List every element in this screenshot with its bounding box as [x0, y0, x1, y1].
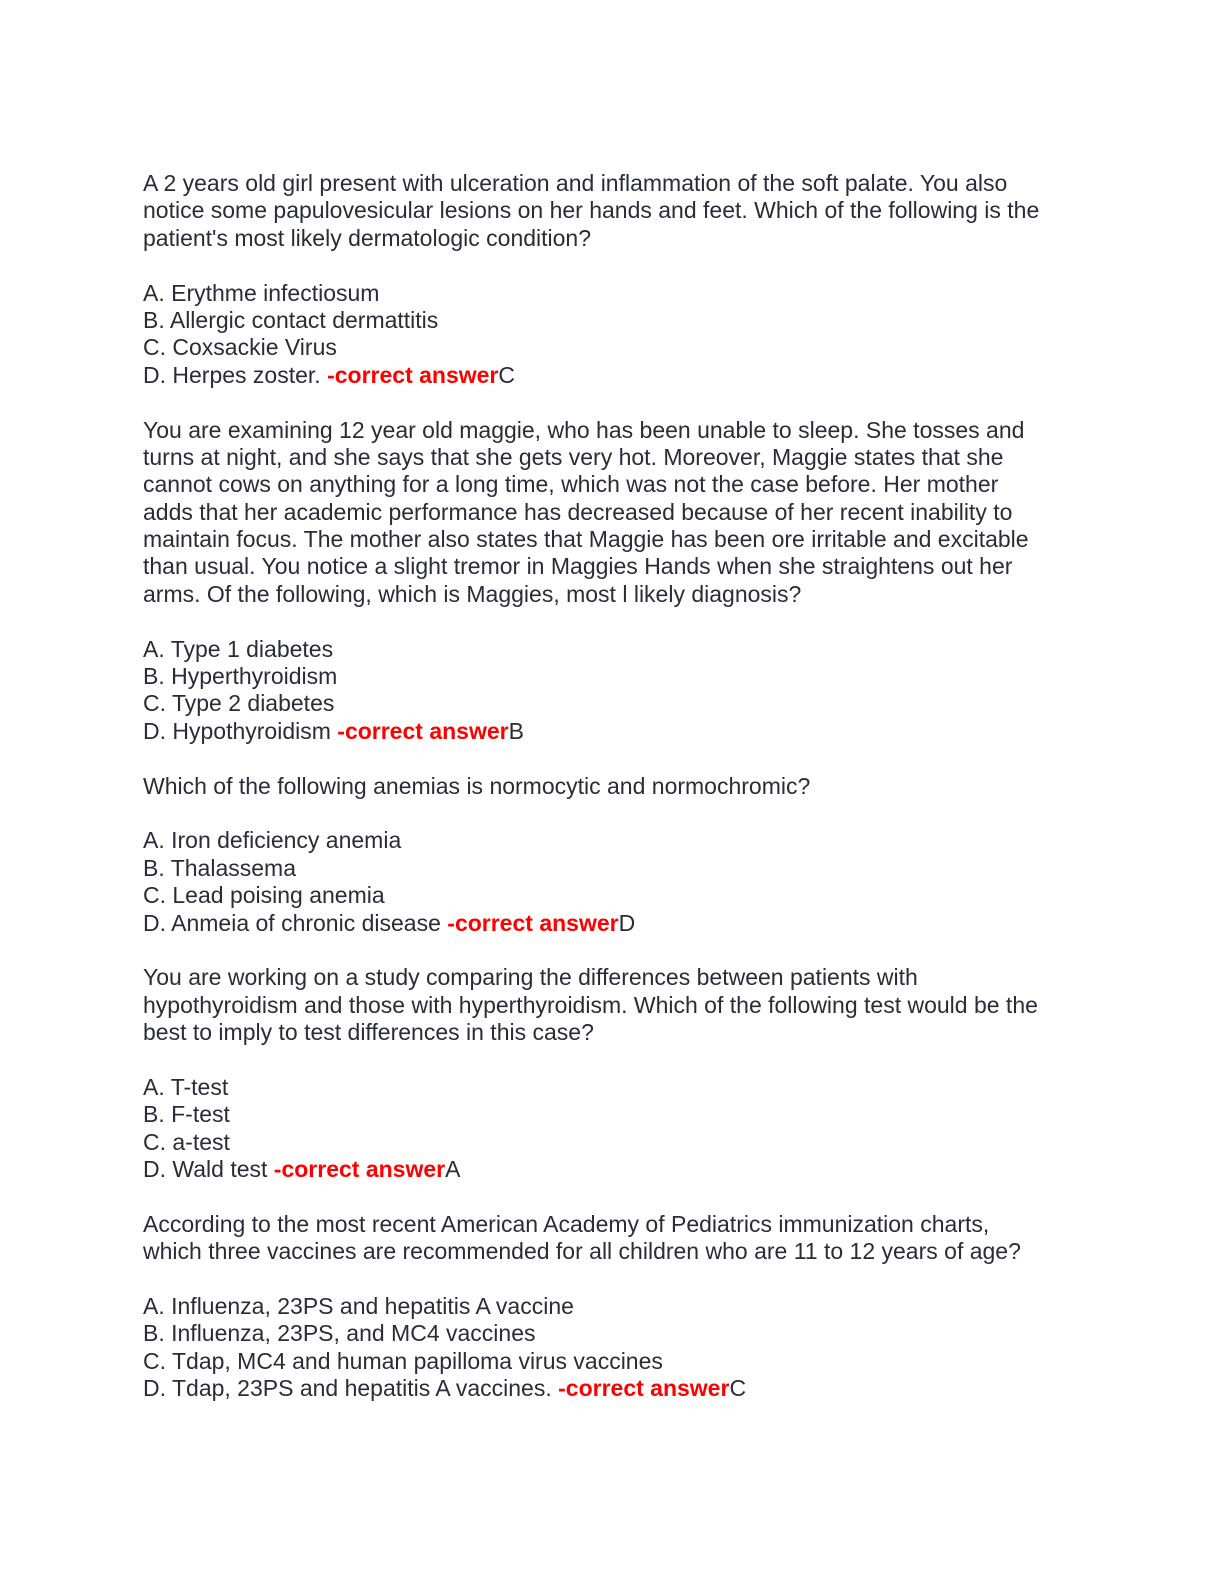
blank-line	[143, 800, 1039, 827]
answer-option	[143, 1375, 1039, 1402]
blank-line	[143, 608, 1039, 635]
question-block	[143, 170, 1039, 417]
question-text-line: cannot cows on anything for a long time, which was not the case before. Her mother	[143, 471, 999, 498]
answer-option	[143, 362, 1039, 389]
correct-answer-letter: C	[729, 1375, 747, 1402]
question-text-line: arms. Of the following, which is Maggies, most l likely diagnosis?	[143, 580, 802, 607]
option-text: D. Tdap, 23PS and hepatitis A vaccines.	[143, 1375, 559, 1402]
option-text: A. Type 1 diabetes	[143, 635, 334, 662]
question-text-line: A 2 years old girl present with ulceration and inflammation of the soft palate. You also	[143, 170, 1008, 196]
option-text: B. F-test	[143, 1101, 230, 1128]
correct-answer-letter: A	[445, 1156, 461, 1183]
option-text: B. Thalassema	[143, 854, 296, 881]
option-text: D. Herpes zoster.	[143, 361, 328, 388]
question-text-line: best to imply to test differences in this case?	[143, 1019, 594, 1046]
correct-answer-letter: D	[618, 909, 636, 936]
option-text: B. Hyperthyroidism	[143, 663, 338, 690]
correct-answer-letter: C	[498, 361, 516, 388]
question-text-line: Which of the following anemias is normocytic and normochromic?	[143, 772, 811, 799]
answer-option	[143, 1156, 1039, 1183]
question-text-line: than usual. You notice a slight tremor in Maggies Hands when she straightens out her	[143, 553, 1013, 580]
question-block	[143, 417, 1039, 773]
answer-option	[143, 882, 1039, 909]
correct-answer-letter: B	[508, 717, 524, 744]
answer-option	[143, 910, 1039, 937]
question-block	[143, 1211, 1039, 1403]
answer-option	[143, 690, 1039, 717]
correct-answer-marker: -correct answer	[273, 1156, 446, 1183]
question-block	[143, 773, 1039, 965]
question-text-line: notice some papulovesicular lesions on her hands and feet. Which of the following is the	[143, 197, 1040, 224]
option-text: D. Hypothyroidism	[143, 717, 338, 744]
answer-option	[143, 855, 1039, 882]
option-text: B. Influenza, 23PS, and MC4 vaccines	[143, 1320, 536, 1347]
option-text: A. Erythme infectiosum	[143, 279, 380, 306]
blank-line	[143, 389, 1039, 416]
correct-answer-marker: -correct answer	[447, 909, 619, 936]
option-text: D. Anmeia of chronic disease	[143, 909, 448, 936]
question-text-line: which three vaccines are recommended for all children who are 11 to 12 years of age?	[143, 1238, 1021, 1265]
blank-line	[143, 252, 1039, 279]
option-text: B. Allergic contact dermattitis	[143, 306, 439, 333]
question-text-line: maintain focus. The mother also states that Maggie has been ore irritable and excitable	[143, 526, 1029, 553]
answer-option	[143, 1074, 1039, 1101]
blank-line	[143, 745, 1039, 772]
answer-option	[143, 827, 1039, 854]
answer-option	[143, 307, 1039, 334]
option-text: C. Coxsackie Virus	[143, 334, 337, 361]
answer-option	[143, 636, 1039, 663]
question-text-line: You are examining 12 year old maggie, who has been unable to sleep. She tosses and	[143, 416, 1025, 443]
correct-answer-marker: -correct answer	[327, 361, 499, 388]
option-text: C. Tdap, MC4 and human papilloma virus vaccines	[143, 1347, 663, 1374]
answer-option	[143, 1101, 1039, 1128]
question-text-line: According to the most recent American Academy of Pediatrics immunization charts,	[143, 1210, 990, 1237]
option-text: A. T-test	[143, 1073, 229, 1100]
option-text: C. Type 2 diabetes	[143, 690, 335, 717]
blank-line	[143, 937, 1039, 964]
answer-option	[143, 1129, 1039, 1156]
correct-answer-marker: -correct answer	[558, 1375, 730, 1402]
blank-line	[143, 1183, 1039, 1210]
option-text: A. Iron deficiency anemia	[143, 827, 402, 854]
document-page	[143, 170, 1039, 1403]
question-text-line: adds that her academic performance has decreased because of her recent inability to	[143, 498, 1013, 525]
answer-option	[143, 1293, 1039, 1320]
question-block	[143, 964, 1039, 1211]
answer-option	[143, 334, 1039, 361]
blank-line	[143, 1266, 1039, 1293]
answer-option	[143, 1320, 1039, 1347]
question-text-line: You are working on a study comparing the differences between patients with	[143, 964, 918, 991]
answer-option	[143, 663, 1039, 690]
question-text-line: hypothyroidism and those with hyperthyroidism. Which of the following test would be the	[143, 991, 1038, 1018]
answer-option	[143, 1348, 1039, 1375]
option-text: D. Wald test	[143, 1156, 274, 1183]
answer-option	[143, 280, 1039, 307]
option-text: C. a-test	[143, 1128, 230, 1155]
option-text: C. Lead poising anemia	[143, 882, 385, 909]
blank-line	[143, 1047, 1039, 1074]
question-text-line: patient's most likely dermatologic condition?	[143, 224, 592, 251]
question-text-line: turns at night, and she says that she gets very hot. Moreover, Maggie states that she	[143, 443, 1004, 470]
option-text: A. Influenza, 23PS and hepatitis A vaccine	[143, 1293, 574, 1320]
answer-option	[143, 718, 1039, 745]
correct-answer-marker: -correct answer	[337, 717, 509, 744]
